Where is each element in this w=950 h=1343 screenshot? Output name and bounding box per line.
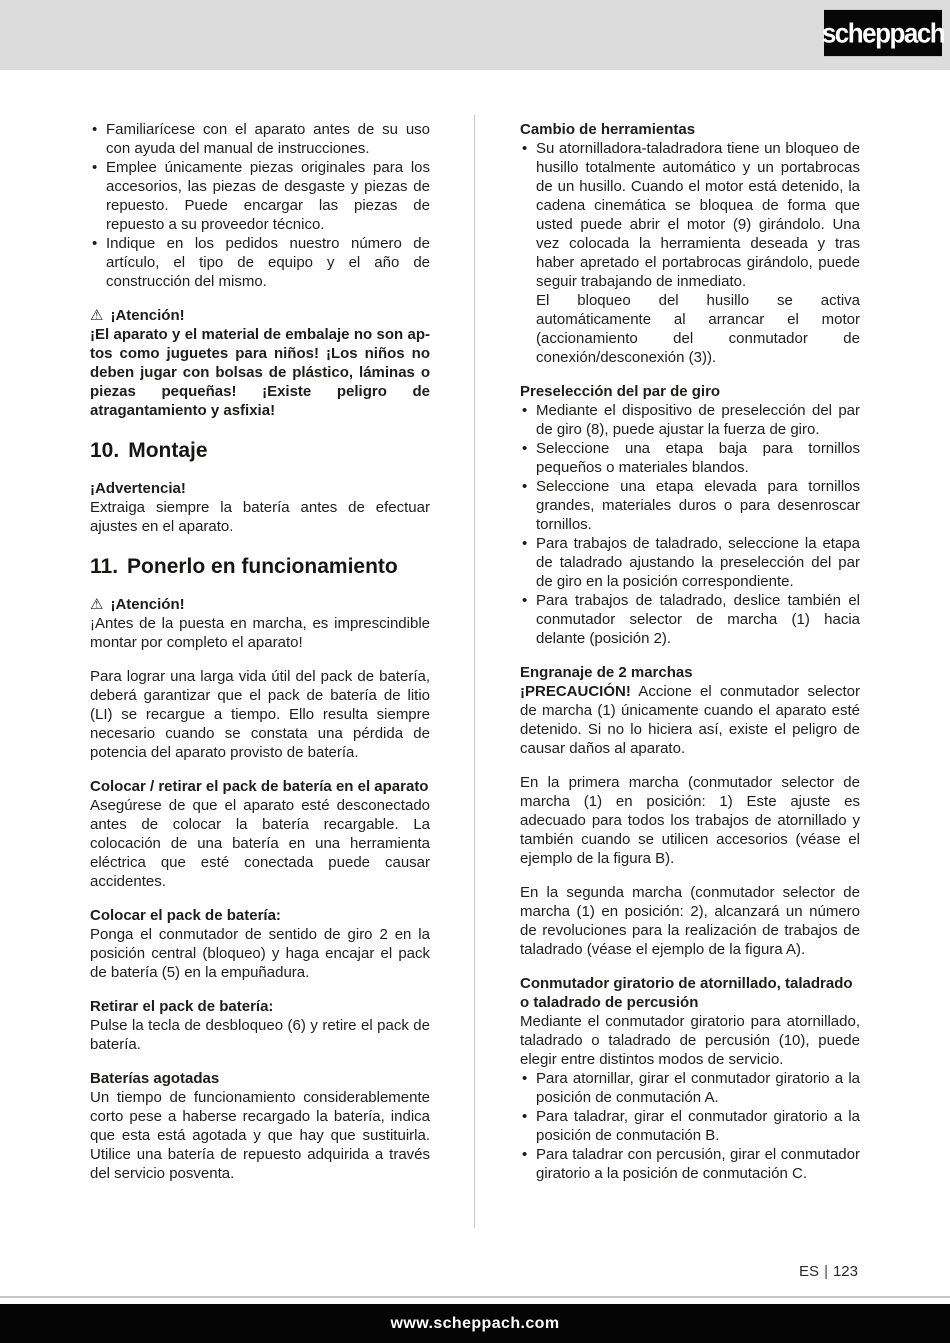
subheading — [90, 1069, 430, 1088]
text-group — [520, 974, 860, 1183]
subheading — [90, 306, 430, 325]
caution-label: ¡PRECAUCIÓN! — [520, 683, 631, 700]
bullet-item — [90, 158, 430, 234]
text-group — [90, 1069, 430, 1183]
paragraph — [90, 614, 430, 652]
section-heading — [90, 437, 430, 464]
header-bar — [0, 0, 950, 70]
page-number-value: 123 — [832, 1263, 858, 1280]
paragraph — [90, 925, 430, 982]
section-number: 11. — [90, 555, 119, 578]
subheading-text: ¡Atención! — [110, 307, 185, 324]
subheading — [520, 663, 860, 682]
text-group — [520, 883, 860, 959]
bullet-continuation: El bloqueo del husillo se activa automáticamente al arrancar el motor (accionamiento del conmutador de conexión/desconexión (3)). — [536, 292, 860, 366]
bullet-list — [90, 120, 430, 291]
bullet-item — [520, 591, 860, 648]
subheading — [520, 382, 860, 401]
section-title: Ponerlo en funcionamiento — [127, 555, 398, 578]
text-group — [90, 595, 430, 652]
paragraph — [90, 796, 430, 891]
warning-icon: ⚠ — [90, 307, 104, 324]
text-group — [90, 479, 430, 536]
paragraph-text: Accione el conmutador selector de marcha (1) únicamente cuando el aparato esté detenido. Si no lo hiciera así, existe el peligro de causar daños al aparato. — [520, 683, 861, 757]
bullet-item — [520, 477, 860, 534]
footer-rule — [0, 1296, 950, 1298]
subheading-text: Colocar el pack de batería: — [90, 907, 281, 924]
footer-bar — [0, 1304, 950, 1343]
bullet-list — [520, 139, 860, 367]
bullet-item — [520, 1145, 860, 1183]
bullet-list — [520, 1069, 860, 1183]
text-group — [90, 777, 430, 891]
subheading — [90, 906, 430, 925]
bullet-text: Mediante el dispositivo de preselección del par de giro (8), puede ajustar la fuerza de giro. — [536, 402, 860, 438]
subheading — [520, 974, 860, 1012]
subheading-text: Baterías agotadas — [90, 1070, 220, 1087]
paragraph-text: ¡El aparato y el material de embalaje no son aptos como juguetes para niños! ¡Los niños no deben jugar con bolsas de plástico, láminas o piezas pequeñas! ¡Existe peligro de atragantamiento y asfixia! — [90, 326, 430, 419]
page-number — [799, 1262, 858, 1281]
paragraph — [520, 682, 860, 758]
text-group — [90, 306, 430, 420]
page-number-separator: | — [824, 1263, 828, 1280]
text-group — [90, 120, 430, 291]
subheading-text: Conmutador giratorio de atornillado, taladrado o taladrado de percusión — [520, 975, 853, 1011]
subheading-text: ¡Advertencia! — [90, 480, 186, 497]
section-heading-group — [90, 437, 430, 464]
bullet-text: Familiarícese con el aparato antes de su uso con ayuda del manual de instrucciones. — [106, 121, 430, 157]
bullet-item — [520, 1069, 860, 1107]
subheading-text: Engranaje de 2 marchas — [520, 664, 693, 681]
subheading — [90, 777, 430, 796]
paragraph-text: Para lograr una larga vida útil del pack de batería, deberá garantizar que el pack de batería de litio (LI) se recargue a tiempo. Ello resulta siempre necesario cuando se constata una pérdida de potencia del aparato provisto de batería. — [90, 668, 430, 761]
paragraph-text: Asegúrese de que el aparato esté desconectado antes de colocar la batería recargable. La colocación de una batería en una herramienta eléctrica que esté conectada puede causar accidentes. — [90, 797, 430, 890]
section-title: Montaje — [128, 439, 208, 462]
paragraph — [90, 1088, 430, 1183]
paragraph — [520, 773, 860, 868]
bullet-item — [520, 401, 860, 439]
text-group — [90, 906, 430, 982]
right-column — [520, 120, 860, 1183]
subheading — [520, 120, 860, 139]
paragraph-text: Pulse la tecla de desbloqueo (6) y retire el pack de batería. — [90, 1017, 430, 1053]
bullet-text: Seleccione una etapa baja para tornillos pequeños o materiales blandos. — [536, 440, 860, 476]
text-group — [90, 667, 430, 762]
paragraph — [90, 325, 430, 420]
bullet-text: Emplee únicamente piezas originales para los accesorios, las piezas de desgaste y piezas de repuesto. Puede encargar las piezas de repuesto a su proveedor técnico. — [106, 159, 430, 233]
subheading — [90, 595, 430, 614]
text-group — [90, 997, 430, 1054]
bullet-list — [520, 401, 860, 648]
section-heading-group — [90, 553, 430, 580]
subheading-text: Preselección del par de giro — [520, 383, 721, 400]
bullet-text: Para taladrar con percusión, girar el conmutador giratorio a la posición de conmutación C. — [536, 1146, 860, 1182]
paragraph-text: Mediante el conmutador giratorio para atornillado, taladrado o taladrado de percusión (10), puede elegir entre distintos modos de servicio. — [520, 1013, 860, 1068]
footer-url: www.scheppach.com — [390, 1314, 560, 1332]
paragraph-text: Extraiga siempre la batería antes de efectuar ajustes en el aparato. — [90, 499, 430, 535]
section-number: 10. — [90, 439, 120, 462]
paragraph-text: En la primera marcha (conmutador selector de marcha (1) en posición: 1) Este ajuste es adecuado para todos los trabajos de atornillado y también cuando se utilicen accesorios (véase el ejemplo de la figura B). — [520, 774, 860, 867]
bullet-item — [90, 234, 430, 291]
bullet-item — [520, 534, 860, 591]
left-column — [90, 120, 430, 1183]
bullet-text: Para atornillar, girar el conmutador giratorio a la posición de conmutación A. — [536, 1070, 860, 1106]
paragraph-text: Un tiempo de funcionamiento considerablemente corto pese a haberse recargado la batería, indica que esta está agotada y que hay que sustituirla. Utilice una batería de repuesto adquirida a través del servicio posventa. — [90, 1089, 430, 1182]
text-group — [520, 382, 860, 648]
paragraph — [520, 1012, 860, 1069]
bullet-item — [90, 120, 430, 158]
text-group — [520, 663, 860, 758]
subheading — [90, 479, 430, 498]
subheading-text: Cambio de herramientas — [520, 121, 696, 138]
bullet-item — [520, 139, 860, 367]
subheading-text: Retirar el pack de batería: — [90, 998, 274, 1015]
bullet-text: Indique en los pedidos nuestro número de artículo, el tipo de equipo y el año de construcción del mismo. — [106, 235, 430, 290]
subheading-text: Colocar / retirar el pack de batería en el aparato — [90, 778, 429, 795]
paragraph — [90, 1016, 430, 1054]
section-heading — [90, 553, 430, 580]
paragraph — [520, 883, 860, 959]
bullet-text: Su atornilladora-taladradora tiene un bloqueo de husillo totalmente automático y un portabrocas de un husillo. Cuando el motor está detenido, la cadena cinemática se bloquea de forma que usted puede abrir el motor (9) girándolo. Una vez colocada la herramienta deseada y tras haber apretado el portabrocas girándolo, puede seguir trabajando de inmediato. — [536, 140, 860, 290]
text-group — [520, 773, 860, 868]
paragraph — [90, 667, 430, 762]
column-divider — [474, 115, 475, 1228]
bullet-item — [520, 439, 860, 477]
bullet-text: Para trabajos de taladrado, deslice también el conmutador selector de marcha (1) hacia delante (posición 2). — [536, 592, 860, 647]
bullet-item — [520, 1107, 860, 1145]
page-language: ES — [799, 1263, 820, 1280]
paragraph-text: En la segunda marcha (conmutador selector de marcha (1) en posición: 2), alcanzará un número de revoluciones para la realización de trabajos de taladrado (véase el ejemplo de la figura A). — [520, 884, 860, 958]
text-group — [520, 120, 860, 367]
subheading-text: ¡Atención! — [110, 596, 185, 613]
paragraph-text: Ponga el conmutador de sentido de giro 2 en la posición central (bloqueo) y haga encajar el pack de batería (5) en la empuñadura. — [90, 926, 430, 981]
bullet-text: Seleccione una etapa elevada para tornillos grandes, materiales duros o para desenroscar tornillos. — [536, 478, 860, 533]
paragraph — [90, 498, 430, 536]
bullet-text: Para taladrar, girar el conmutador giratorio a la posición de conmutación B. — [536, 1108, 860, 1144]
subheading — [90, 997, 430, 1016]
warning-icon: ⚠ — [90, 596, 104, 613]
bullet-text: Para trabajos de taladrado, seleccione la etapa de taladrado ajustando la preselección del par de giro en la posición correspondiente. — [536, 535, 860, 590]
paragraph-text: ¡Antes de la puesta en marcha, es imprescindible montar por completo el aparato! — [90, 615, 430, 651]
scheppach-logo: scheppach — [824, 10, 942, 56]
